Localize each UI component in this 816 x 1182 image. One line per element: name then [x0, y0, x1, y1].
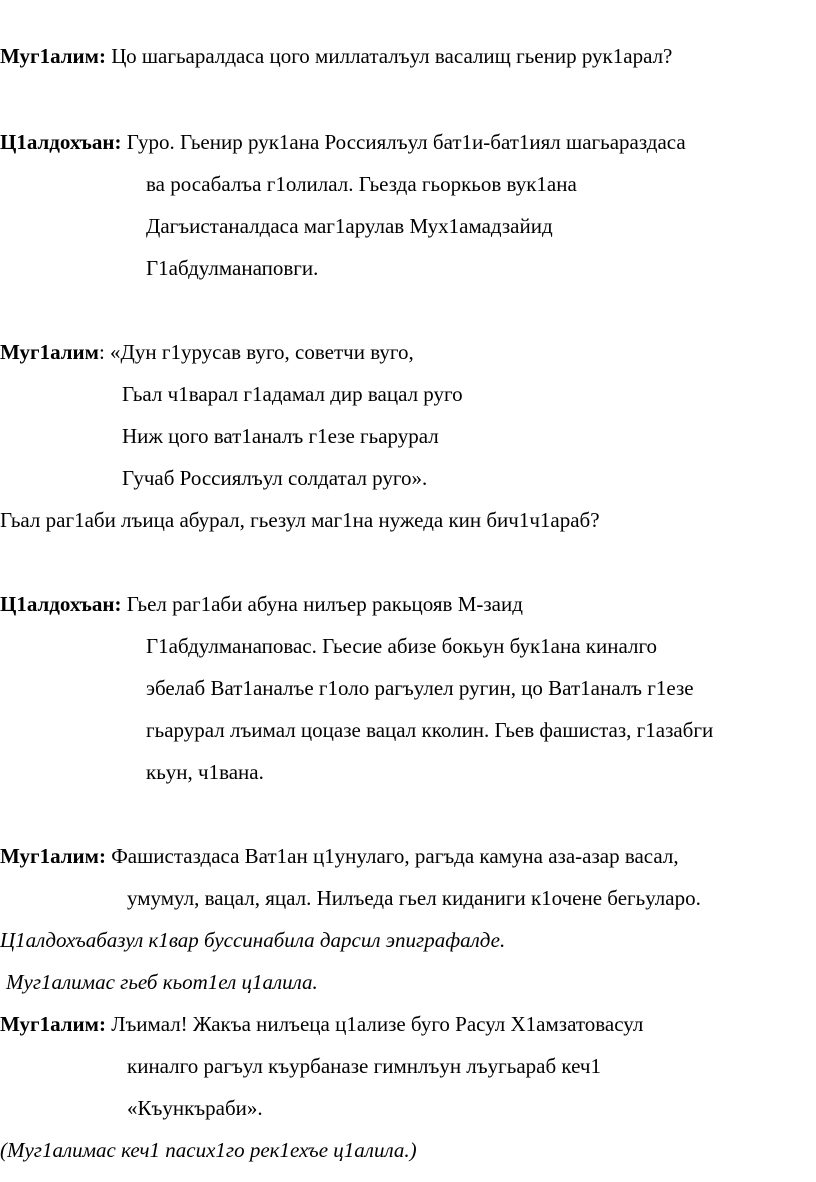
- line-continuation: ва росабалъа г1олилал. Гьезда гьоркьов вук1ана: [146, 172, 577, 196]
- dialogue-line-teacher: [0, 846, 679, 867]
- dialogue-line-student: [0, 132, 686, 153]
- speaker-label: Муг1алим: [0, 340, 99, 364]
- dialogue-line-teacher: [0, 46, 672, 67]
- line-text: Фашистаздаса Ват1ан ц1унулаго, рагъда камуна аза-азар васал,: [105, 844, 679, 868]
- question-line: Гьал раг1аби лъица абурал, гьезул маг1на нужеда кин бич1ч1араб?: [0, 508, 600, 532]
- stage-direction: Ц1алдохъабазул к1вар буссинабила дарсил эпиграфалде.: [0, 928, 506, 952]
- speaker-label: Муг1алим:: [0, 1012, 106, 1036]
- line-continuation: киналго рагъул къурбаназе гимнлъун лъугьараб кеч1: [127, 1054, 601, 1078]
- stage-direction: Муг1алимас гьеб кьот1ел ц1алила.: [6, 970, 318, 994]
- line-text: Лъимал! Жакъа нилъеца ц1ализе буго Расул Х1амзатовасул: [105, 1012, 644, 1036]
- stage-direction: (Муг1алимас кеч1 пасих1го рек1ехъе ц1алила.): [0, 1138, 417, 1162]
- line-continuation: Г1абдулманаповас. Гьесие абизе бокьун бук1ана киналго: [146, 634, 658, 658]
- line-text: : «Дун г1урусав вуго, советчи вуго,: [98, 340, 414, 364]
- poem-line: Гучаб Россиялъул солдатал руго».: [122, 466, 428, 490]
- line-continuation: Дагъистаналдаса маг1арулав Мух1амадзайид: [146, 214, 553, 238]
- line-continuation: Г1абдулманаповги.: [146, 256, 319, 280]
- line-continuation: умумул, вацал, яцал. Нилъеда гьел киданиги к1очене бегьуларо.: [127, 886, 701, 910]
- line-text: Цо шагьаралдаса цого миллаталъул васалищ гьенир рук1арал?: [105, 44, 673, 68]
- speaker-label: Муг1алим:: [0, 44, 106, 68]
- line-text: Гуро. Гьенир рук1ана Россиялъул бат1и-бат1иял шагьараздаса: [121, 130, 686, 154]
- line-continuation: эбелаб Ват1аналъе г1оло рагъулел ругин, цо Ват1аналъ г1езе: [146, 676, 694, 700]
- dialogue-line-teacher: [0, 1014, 643, 1035]
- line-continuation: гьарурал лъимал цоцазе вацал кколин. Гьев фашистаз, г1азабги: [146, 718, 714, 742]
- line-text: Гьел раг1аби абуна нилъер ракьцояв М-заид: [121, 592, 523, 616]
- speaker-label: Ц1алдохъан:: [0, 130, 122, 154]
- speaker-label: Ц1алдохъан:: [0, 592, 122, 616]
- poem-line: Ниж цого ват1аналъ г1езе гьарурал: [122, 424, 439, 448]
- poem-line: Гьал ч1варал г1адамал дир вацал руго: [122, 382, 463, 406]
- dialogue-line-student: [0, 594, 523, 615]
- dialogue-line-teacher: [0, 342, 414, 363]
- line-continuation: «Къункъраби».: [127, 1096, 263, 1120]
- line-continuation: кьун, ч1вана.: [146, 760, 264, 784]
- speaker-label: Муг1алим:: [0, 844, 106, 868]
